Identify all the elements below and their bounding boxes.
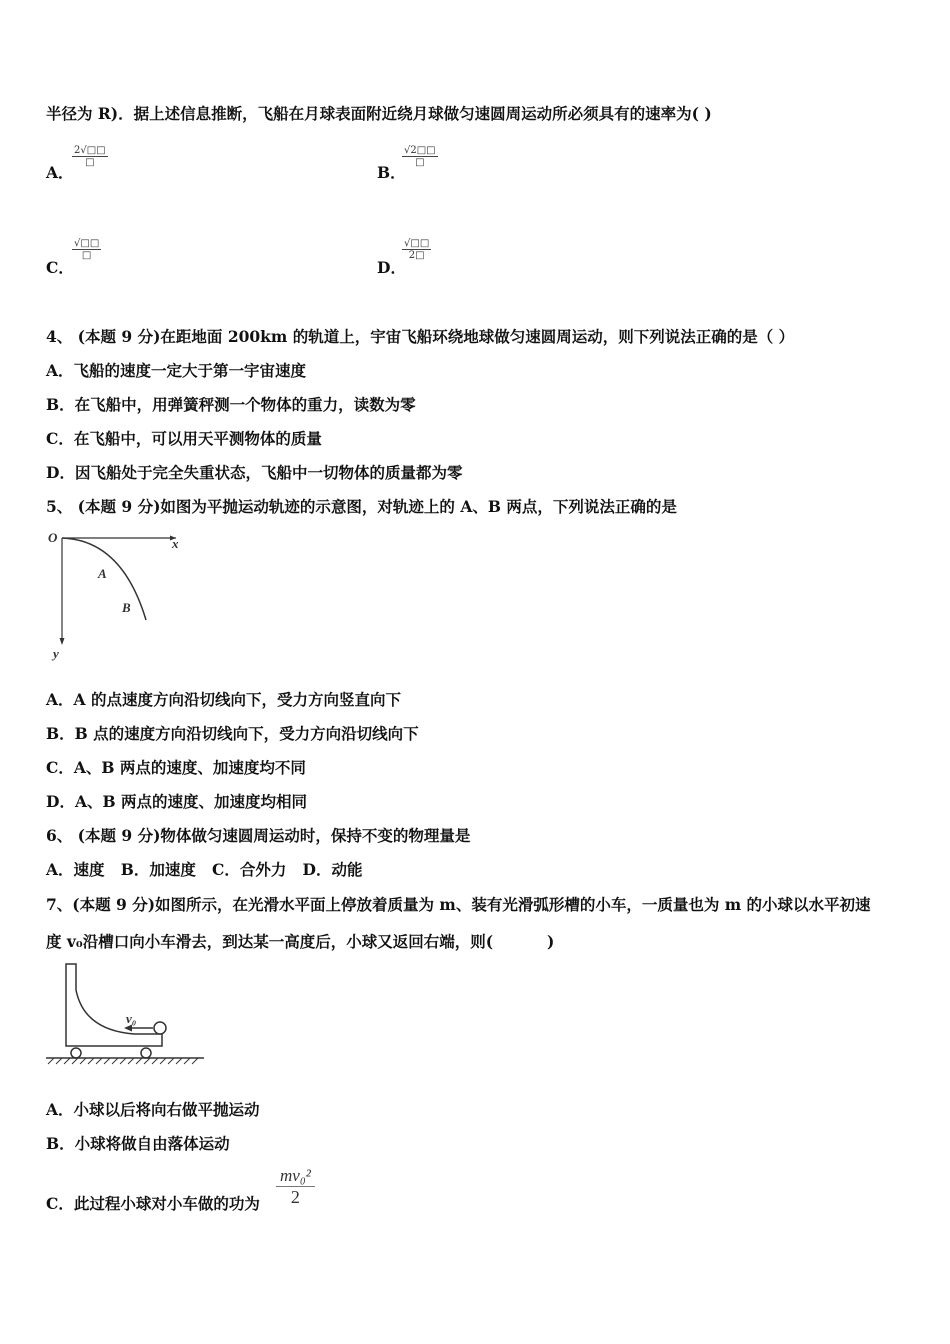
projectile-trajectory-figure <box>44 528 194 663</box>
point-b-label: B <box>122 600 131 615</box>
q5-option-b: B．B 点的速度方向沿切线向下，受力方向沿切线向下 <box>46 724 419 743</box>
x-axis-label: x <box>172 536 179 551</box>
q4-option-c: C．在飞船中，可以用天平测物体的质量 <box>46 429 322 448</box>
q4-stem: 4、 (本题 9 分)在距地面 200km 的轨道上，宇宙飞船环绕地球做匀速圆周运动，则下列说法正确的是（ ） <box>46 327 795 346</box>
q3-option-d-num: √□□ <box>404 238 430 249</box>
cart-with-arc-groove-figure <box>44 960 209 1070</box>
q3-option-c-formula <box>72 238 101 261</box>
y-axis-arrow <box>60 638 65 645</box>
q7-option-a: A．小球以后将向右做平抛运动 <box>46 1100 260 1119</box>
q7-option-b: B．小球将做自由落体运动 <box>46 1134 230 1153</box>
q5-option-d: D．A、B 两点的速度、加速度均相同 <box>46 792 307 811</box>
q3-option-a-formula <box>72 145 108 168</box>
q3-option-c-den: □ <box>81 250 92 261</box>
q7-stem-line1: 7、(本题 9 分)如图所示，在光滑水平面上停放着质量为 m、装有光滑弧形槽的小车，一质量也为 m 的小球以水平初速 <box>46 895 871 914</box>
q5-option-a: A．A 的点速度方向沿切线向下，受力方向竖直向下 <box>46 690 401 709</box>
q6-options: A．速度 B．加速度 C．合外力 D．动能 <box>46 860 363 879</box>
q7-option-c-formula <box>276 1166 315 1208</box>
ground-hatching <box>48 1058 198 1064</box>
q3-option-d-formula <box>402 238 431 261</box>
q7-option-c: C．此过程小球对小车做的功为 <box>46 1194 260 1213</box>
q3-stem-tail: 半径为 R)．据上述信息推断，飞船在月球表面附近绕月球做匀速圆周运动所必须具有的速率为( ) <box>46 104 712 123</box>
q7-stem-line2: 度 v₀沿槽口向小车滑去，到达某一高度后，小球又返回右端，则( ) <box>46 932 555 951</box>
y-axis-label: y <box>53 646 59 661</box>
q5-option-c: C．A、B 两点的速度、加速度均不同 <box>46 758 306 777</box>
q3-option-c-num: √□□ <box>74 238 100 249</box>
point-a-label: A <box>98 566 107 581</box>
cart-body <box>66 964 162 1046</box>
cart-wheel-left <box>71 1048 81 1058</box>
q5-stem: 5、 (本题 9 分)如图为平抛运动轨迹的示意图，对轨迹上的 A、B 两点，下列说法正确的是 <box>46 497 677 516</box>
q4-option-b: B．在飞船中，用弹簧秤测一个物体的重力，读数为零 <box>46 395 416 414</box>
velocity-label: v₀ <box>126 1011 137 1026</box>
q3-option-a-den: □ <box>85 157 95 168</box>
q7-formula-num: mv₀² <box>276 1166 315 1187</box>
q3-option-d-den: 2□ <box>408 250 425 261</box>
q3-option-b-num: √2□□ <box>404 145 436 156</box>
q3-option-b-den: □ <box>415 157 425 168</box>
q3-option-c-label: C． <box>46 258 74 277</box>
q7-formula-den: 2 <box>290 1187 300 1207</box>
q3-option-a-label: A． <box>46 163 74 182</box>
q6-stem: 6、 (本题 9 分)物体做匀速圆周运动时，保持不变的物理量是 <box>46 826 471 845</box>
origin-label: O <box>48 530 58 545</box>
q3-option-d-label: D． <box>377 258 406 277</box>
q4-option-a: A．飞船的速度一定大于第一宇宙速度 <box>46 361 307 380</box>
q4-option-d: D．因飞船处于完全失重状态，飞船中一切物体的质量都为零 <box>46 463 463 482</box>
q3-option-a-num: 2√□□ <box>74 145 106 156</box>
q3-option-b-formula <box>402 145 438 168</box>
ball <box>154 1022 166 1034</box>
cart-wheel-right <box>141 1048 151 1058</box>
q3-option-b-label: B． <box>377 163 406 182</box>
